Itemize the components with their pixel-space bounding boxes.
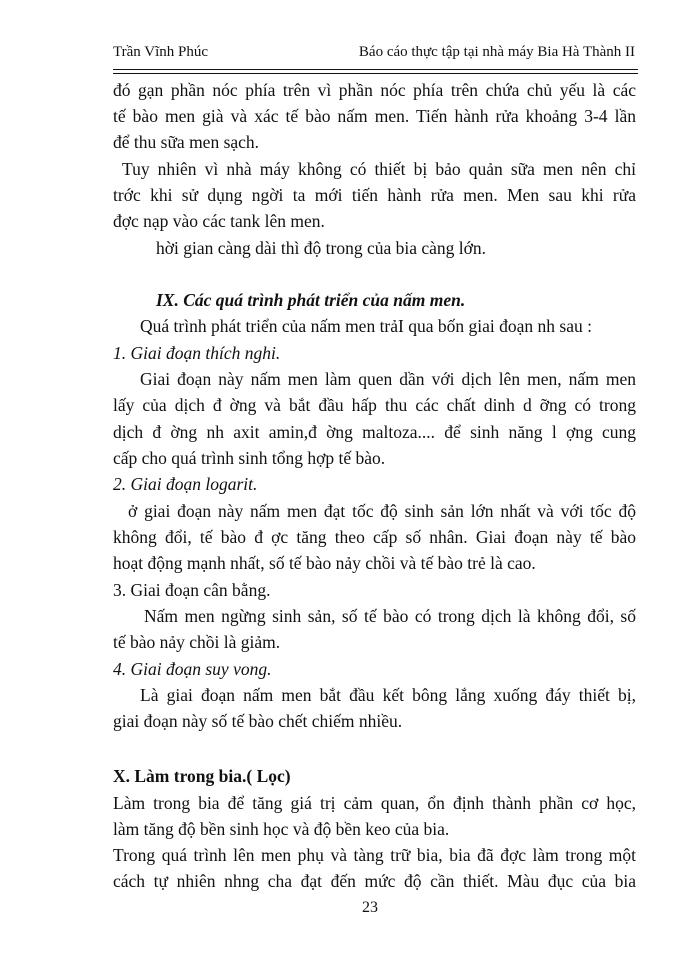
page-number: 23: [362, 899, 378, 916]
section-heading-x: X. Làm trong bia.( Lọc): [113, 766, 291, 786]
header-rule-top: [113, 69, 638, 70]
subheading: 3. Giai đoạn cân bằng.: [113, 580, 271, 600]
body-line: đợc nạp vào các tank lên men.: [113, 211, 325, 231]
body-line: Trong quá trình lên men phụ và tàng trữ bia, bia đã đợc làm trong một: [113, 845, 636, 865]
body-line: cách tự nhiên nhng cha đạt đến mức độ cần thiết. Màu đục của bia: [113, 871, 636, 891]
body-line: giai đoạn này số tế bào chết chiếm nhiều.: [113, 711, 403, 731]
header-title: Báo cáo thực tập tại nhà máy Bia Hà Thành II: [358, 44, 635, 60]
body-line: Làm trong bia để tăng giá trị cảm quan, ổn định thành phần cơ học,: [113, 793, 636, 813]
body-line: cấp cho quá trình sinh tổng hợp tế bào.: [113, 448, 386, 468]
body-line: hời gian càng dài thì độ trong của bia càng lớn.: [156, 238, 487, 258]
subheading: 2. Giai đoạn logarit.: [113, 474, 258, 494]
page-header: [113, 44, 635, 61]
body-line: trớc khi sử dụng ngời ta mới tiến hành rửa men. Men sau khi rửa: [113, 185, 636, 205]
body-line: làm tăng độ bền sinh học và độ bền keo của bia.: [113, 819, 450, 839]
body-line: Nấm men ngừng sinh sản, số tế bào có trong dịch là không đổi, số: [144, 606, 636, 626]
body-line: Là giai đoạn nấm men bắt đầu kết bông lắng xuống đáy thiết bị,: [140, 685, 636, 705]
header-rule-bottom: [113, 73, 638, 74]
body-line: hoạt động mạnh nhất, số tế bào nảy chồi và tế bào trẻ là cao.: [113, 553, 536, 573]
body-line: dịch đ ờng nh axit amin,đ ờng maltoza.... để sinh năng l ợng cung: [113, 422, 636, 442]
body-line: Giai đoạn này nấm men làm quen dần với dịch lên men, nấm men: [140, 369, 636, 389]
subheading: 1. Giai đoạn thích nghi.: [113, 343, 281, 363]
subheading: 4. Giai đoạn suy vong.: [113, 659, 272, 679]
body-line: lấy của dịch đ ờng và bắt đầu hấp thu các chất dinh d ỡng có trong: [113, 395, 636, 415]
body-line: ở giai đoạn này nấm men đạt tốc độ sinh sản lớn nhất và với tốc độ: [128, 501, 636, 521]
body-line: để thu sữa men sạch.: [113, 132, 260, 152]
body-line: Quá trình phát triển của nấm men trảI qua bốn giai đoạn nh sau :: [140, 316, 592, 336]
body-line: tế bào nảy chồi là giảm.: [113, 632, 281, 652]
header-author: Trần Vĩnh Phúc: [113, 44, 209, 60]
body-line: không đổi, tế bào đ ợc tăng theo cấp số nhân. Giai đoạn này tế bào: [113, 527, 636, 547]
body-line: Tuy nhiên vì nhà máy không có thiết bị bảo quản sữa men nên chỉ: [122, 159, 636, 179]
body-line: đó gạn phần nóc phía trên vì phần nóc phía trên chứa chủ yếu là các: [113, 80, 636, 100]
section-heading-ix: IX. Các quá trình phát triển của nấm men.: [156, 290, 466, 310]
body-line: tế bào men già và xác tế bào nấm men. Tiến hành rửa khoảng 3-4 lần: [113, 106, 636, 126]
